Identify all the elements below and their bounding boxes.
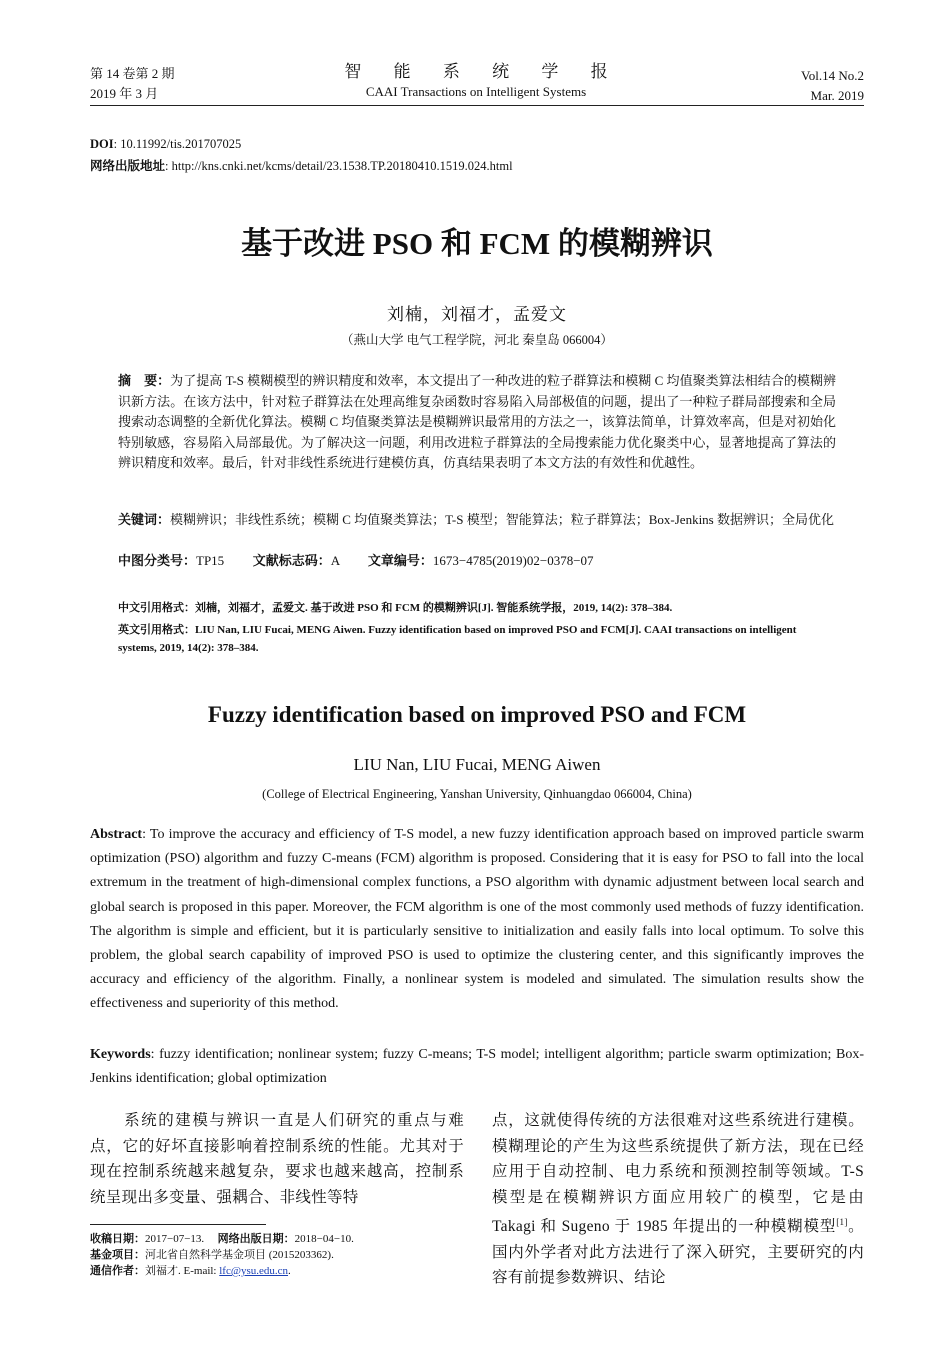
- cite-en: [118, 621, 836, 657]
- classification-line: [118, 551, 836, 572]
- en-keywords: [90, 1043, 864, 1091]
- cn-keywords-text: 模糊辨识；非线性系统；模糊 C 均值聚类算法；T-S 模型；智能算法；粒子群算法；Box-Jenkins 数据辨识；全局优化: [170, 512, 834, 527]
- cn-abstract-label: 摘 要：: [118, 373, 171, 388]
- clc-label: 中图分类号：: [118, 553, 197, 568]
- en-keywords-label: Keywords: [90, 1047, 151, 1062]
- en-title: Fuzzy identification based on improved PSO and FCM: [207, 702, 747, 727]
- url-value[interactable]: : http://kns.cnki.net/kcms/detail/23.1538.TP.20180410.1519.024.html: [165, 159, 513, 173]
- doi-line: [90, 135, 241, 154]
- fund-label: 基金项目：: [90, 1249, 145, 1261]
- body-column-left: 系统的建模与辨识一直是人们研究的重点与难点，它的好坏直接影响着控制系统的性能。尤其对于现在控制系统越来越复杂，要求也越来越高，控制系统呈现出多变量、强耦合、非线性等特: [90, 1112, 464, 1206]
- email-link[interactable]: lfc@ysu.edu.cn: [219, 1265, 289, 1277]
- body-right-text-a: 点，这就使得传统的方法很难对这些系统进行建模。模糊理论的产生为这些系统提供了新方法，现在已经应用于自动控制、电力系统和预测控制等领域。T-S 模型是在模糊辨识方面应用较广的模型，它是由 Takagi 和 Sugeno 于 1985 年提出的一种模糊模型: [492, 1112, 864, 1236]
- en-abstract-label: Abstract: [90, 827, 143, 842]
- cn-keywords: [118, 510, 836, 531]
- received-label: 收稿日期：: [90, 1233, 145, 1245]
- corresponding-author: 刘福才. E-mail:: [145, 1265, 217, 1277]
- article-no-value: 1673−4785(2019)02−0378−07: [432, 553, 594, 568]
- header-date-en: Mar. 2019: [810, 88, 864, 103]
- header-vol-en: [801, 66, 864, 106]
- en-keywords-text: : fuzzy identification; nonlinear system; fuzzy C-means; T-S model; intelligent algorithm; particle swarm optimization; Box-Jenkins identification; global optimization: [90, 1047, 864, 1087]
- body-right-text-b: 。国内外学者对此方法进行了深入研究，主要研究的内容有前提参数辨识、结论: [492, 1218, 864, 1287]
- cn-abstract: [118, 371, 836, 474]
- cite-en-label: 英文引用格式：: [118, 624, 195, 636]
- doi-label: DOI: [90, 137, 114, 151]
- en-authors: LIU Nan, LIU Fucai, MENG Aiwen: [353, 755, 601, 774]
- header-volume: 第 14 卷第 2 期: [90, 66, 175, 81]
- en-abstract-text: : To improve the accuracy and efficiency of T-S model, a new fuzzy identification approach based on improved particle swarm optimization (PSO) algorithm and fuzzy C-means (FCM) algorithm is proposed. Considering that it is easy for PSO to fall into the local extremum in the treatment of high-dimensional complex functions, a PSO algorithm with dynamic adjustment between local search and global search is proposed in this paper. Moreover, the FCM algorithm is one of the most commonly used methods of fuzzy identification. The algorithm is simple and efficient, but it is particularly sensitive to initialization and easily falls into local optimum. To solve this problem, the global search capability of improved PSO is used to optimize the clustering center, and this significantly improves the accuracy and efficiency of the algorithm. Finally, a nonlinear system is modeled and simulated. The simulation results show the effectiveness and superiority of this method.: [90, 827, 864, 1012]
- header-date-cn: 2019 年 3 月: [90, 86, 159, 101]
- cn-authors: 刘楠，刘福才，孟爱文: [387, 305, 567, 324]
- footnote-dates: [90, 1231, 470, 1247]
- online-label: 网络出版日期：: [217, 1233, 295, 1245]
- en-affiliation: (College of Electrical Engineering, Yanshan University, Qinhuangdao 066004, China): [262, 787, 692, 801]
- header-volume-en: Vol.14 No.2: [801, 68, 864, 83]
- cite-cn-label: 中文引用格式：: [118, 602, 195, 614]
- journal-title-cn: 智 能 系 统 学 报: [344, 62, 622, 81]
- received-date: 2017−07−13.: [145, 1233, 205, 1245]
- url-line: [90, 157, 513, 176]
- cn-keywords-label: 关键词：: [118, 512, 171, 527]
- doc-code-value: A: [330, 553, 340, 568]
- cite-cn: [118, 600, 836, 617]
- doc-code-label: 文献标志码：: [252, 553, 331, 568]
- online-date: 2018−04−10.: [294, 1233, 354, 1245]
- cite-en-text: LIU Nan, LIU Fucai, MENG Aiwen. Fuzzy identification based on improved PSO and FCM[J]. CAAI transactions on intelligent systems, 2019, 14(2): 378–384.: [118, 624, 797, 654]
- footnote-corresponding: [90, 1263, 470, 1279]
- citation-ref[interactable]: [1]: [836, 1217, 848, 1227]
- corresponding-label: 通信作者：: [90, 1265, 145, 1277]
- en-abstract: [90, 823, 864, 1017]
- header-rule: [90, 105, 864, 106]
- footnote-rule: [90, 1224, 266, 1225]
- fund-text: 河北省自然科学基金项目 (2015203362).: [145, 1249, 334, 1261]
- body-column-right: [492, 1108, 864, 1291]
- footnote-fund: [90, 1247, 470, 1263]
- cn-affiliation: （燕山大学 电气工程学院，河北 秦皇岛 066004）: [341, 333, 613, 347]
- cite-cn-text: 刘楠，刘福才，孟爱文. 基于改进 PSO 和 FCM 的模糊辨识[J]. 智能系统学报，2019, 14(2): 378–384.: [195, 602, 673, 614]
- header-volume-issue: [90, 64, 175, 104]
- footnote: [90, 1231, 470, 1279]
- doi-value[interactable]: : 10.11992/tis.201707025: [113, 137, 242, 151]
- journal-title-en: CAAI Transactions on Intelligent Systems: [365, 84, 587, 99]
- cn-title: 基于改进 PSO 和 FCM 的模糊辨识: [241, 226, 713, 261]
- clc-value: TP15: [196, 553, 225, 568]
- cn-abstract-text: 为了提高 T-S 模糊模型的辨识精度和效率，本文提出了一种改进的粒子群算法和模糊 C 均值聚类算法相结合的模糊辨识新方法。在该方法中，针对粒子群算法在处理高维复杂函数时容易陷入局部极值的问题，提出了一种粒子群局部搜索和全局搜索动态调整的全新优化算法。模糊 C 均值聚类算法是模糊辨识最常用的方法之一，该算法简单，计算效率高，但是对初始化特别敏感，容易陷入局部最优。为了解决这一问题，利用改进粒子群算法的全局搜索能力优化聚类中心，显著地提高了算法的辨识精度和效率。最后，针对非线性系统进行建模仿真，仿真结果表明了本文方法的有效性和优越性。: [118, 373, 836, 470]
- header-journal: [300, 62, 652, 102]
- email-end: .: [288, 1265, 291, 1277]
- article-no-label: 文章编号：: [367, 553, 433, 568]
- url-label: 网络出版地址: [90, 159, 166, 173]
